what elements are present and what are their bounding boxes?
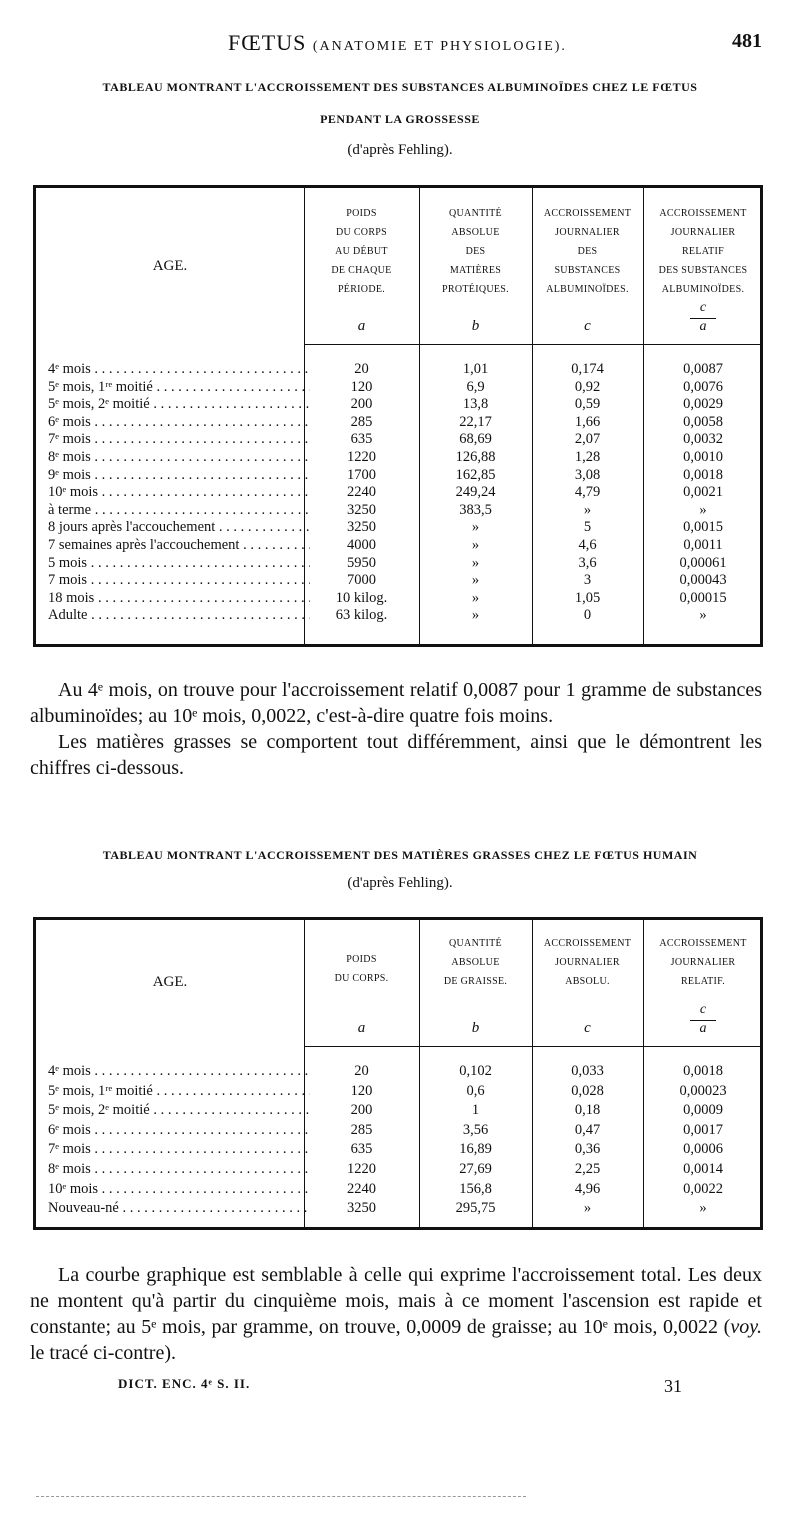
row-value-c: » [583,1200,592,1217]
table2-header-relative-growth [643,934,763,991]
row-value-d: 0,0022 [683,1180,723,1197]
page-number: 481 [732,30,762,52]
header-line: DU CORPS [335,227,388,238]
header-line: ABSOLUE [451,957,500,968]
table2-source: (d'après Fehling). [347,875,453,891]
row-value-a: 120 [350,1082,373,1099]
paragraph-2-italic: voy. [730,1316,762,1338]
row-value-d: 0,0009 [683,1102,723,1119]
row-value-a: 10 kilog. [335,589,388,606]
row-age-label: 10ᵉ mois . . . [48,484,310,501]
row-value-c: 0,028 [571,1082,604,1099]
row-value-b: 383,5 [459,501,492,518]
row-value-c: 0,59 [574,396,601,413]
row-age-label: 7ᵉ mois . . . [48,1141,310,1158]
row-value-b: 0,102 [459,1063,492,1079]
table1-header-protein [419,204,532,299]
table-row [48,484,760,501]
header-line: QUANTITÉ [449,938,502,949]
table-row [48,449,760,466]
row-value-c: 0,36 [574,1141,601,1158]
row-value-d: 0,0029 [683,396,723,413]
header-line: RELATIF [681,246,725,257]
table1 [33,185,763,647]
table-row [48,414,760,431]
row-age-label: 6ᵉ mois . . . [48,1122,310,1139]
row-value-b: 16,89 [459,1141,492,1158]
row-value-a: 1220 [347,449,376,465]
footer-sheet-number: 31 [664,1376,682,1396]
row-value-c: 5 [583,519,592,536]
table-row [48,379,760,396]
row-value-a: 20 [354,361,369,377]
table-row [48,519,760,536]
row-value-a: 285 [350,1121,373,1138]
table2-letter-b: b [471,1020,480,1036]
row-value-b: 295,75 [455,1200,496,1217]
row-value-b: 0,6 [466,1082,485,1099]
row-value-d: 0,0021 [683,484,723,501]
table1-caption-line1: TABLEAU MONTRANT L'ACCROISSEMENT DES SUBSTANCES ALBUMINOÏDES CHEZ LE FŒTUS [102,80,698,94]
table1-letter-b: b [471,318,480,334]
header-line: ALBUMINOÏDES. [546,284,629,295]
row-value-d: 0,0017 [683,1121,723,1138]
row-value-c: 1,66 [574,413,601,430]
row-age-label: 8ᵉ mois . . . [48,449,310,466]
table-row [48,537,760,554]
table2-letter-a: a [357,1020,366,1036]
fraction-denominator: a [699,319,707,334]
row-age-label: 8ᵉ mois . . . [48,1161,310,1178]
header-line: DE GRAISSE. [443,976,508,987]
table-row [48,396,760,413]
table2-fraction-c-over-a [643,1002,763,1037]
row-age-label: Nouveau-né . . . [48,1200,310,1217]
table2-header-age: AGE. [152,974,188,990]
paragraph-2-text: La courbe graphique est semblable à celle qui exprime l'accroissement total. Les deux ne montent qu'à partir du cinquième mois, mais à ce moment l'ascension est rapide et constante; au 5ᵉ mois, par gramme, on trouve, 0,0009 de graisse; au 10ᵉ mois, 0,0022 ( [30,1264,762,1338]
paragraph-1-text: Au 4ᵉ mois, on trouve pour l'accroissement relatif 0,0087 pour 1 gramme de substances albuminoïdes; au 10ᵉ mois, 0,0022, c'est-à-dire quatre fois moins. [30,679,762,727]
row-value-b: » [471,607,480,624]
table-row [48,467,760,484]
header-line: ACCROISSEMENT [543,938,632,949]
header-line: JOURNALIER [670,957,736,968]
table1-letter-a: a [357,318,366,334]
paragraph-2-end: le tracé ci-contre). [30,1342,177,1364]
bottom-rule [36,1496,526,1497]
header-line: MATIÈRES [449,265,502,276]
row-value-a: 285 [350,413,373,430]
header-line: QUANTITÉ [449,208,502,219]
row-age-label: 7 mois . . . [48,572,310,589]
row-value-a: 635 [350,431,373,448]
row-age-label: 10ᵉ mois . . . [48,1181,310,1198]
row-value-c: 0,174 [571,361,604,377]
row-value-d: » [699,607,707,624]
table-row [48,572,760,589]
row-value-a: 200 [350,396,373,413]
header-line: JOURNALIER [555,227,620,238]
table-row [48,555,760,572]
row-value-a: 5950 [347,554,376,571]
table1-header-age: AGE. [152,258,188,274]
row-value-c: 0 [583,607,592,624]
row-value-d: » [699,501,707,518]
row-age-label: 18 mois . . . [48,590,310,607]
header-line: DU CORPS. [334,973,389,984]
row-value-c: 4,6 [578,537,597,553]
row-value-d: 0,0032 [683,431,723,448]
header-line: POIDS [346,954,377,965]
row-value-b: 27,69 [459,1161,492,1177]
table1-caption-line2: PENDANT LA GROSSESSE [320,112,480,126]
page-title [228,30,567,56]
row-value-a: 200 [350,1102,373,1119]
page-footer [0,1376,800,1400]
row-value-a: 4000 [347,537,376,553]
header-line: PROTÉIQUES. [442,284,509,295]
fraction-numerator: c [699,1002,707,1017]
header-line: ALBUMINOÏDES. [661,284,745,295]
table-row [48,607,760,624]
table-row [48,590,760,607]
row-age-label: Adulte . . . [48,607,310,624]
table-row [48,1122,760,1139]
table1-source: (d'après Fehling). [347,142,453,158]
running-header [0,30,800,60]
table2-header-daily-growth [532,934,643,991]
row-value-d: 0,0058 [683,413,723,430]
row-value-a: 635 [350,1141,373,1158]
row-age-label: 4ᵉ mois . . . [48,361,310,378]
table-row [48,1181,760,1198]
fraction-denominator: a [699,1021,707,1036]
row-value-a: 2240 [347,484,376,501]
row-value-a: 20 [354,1063,369,1079]
row-value-b: » [471,572,480,589]
table-row [48,1102,760,1119]
header-line: DES [465,246,486,257]
row-value-d: 0,0011 [683,537,723,553]
table-row [48,1141,760,1158]
header-line: JOURNALIER [555,957,620,968]
table2 [33,917,763,1230]
row-value-c: » [583,501,592,518]
header-line: ABSOLUE [451,227,500,238]
table1-header-weight [304,204,419,299]
row-age-label: 5ᵉ mois, 2ᵉ moitié . . . [48,1102,310,1119]
row-value-b: 22,17 [459,413,492,430]
row-value-a: 3250 [347,519,376,536]
table2-caption: TABLEAU MONTRANT L'ACCROISSEMENT DES MATIÈRES GRASSES CHEZ LE FŒTUS HUMAIN [102,848,698,862]
paragraph-1-text: Les matières grasses se comportent tout différemment, ainsi que le démontrent les chiffres ci-dessous. [30,731,762,779]
row-value-c: 0,18 [574,1102,601,1119]
header-line: ACCROISSEMENT [543,208,632,219]
table2-header-weight [304,950,419,988]
header-line: DES SUBSTANCES [658,265,748,276]
header-line: DES [577,246,598,257]
row-value-c: 3,08 [574,466,601,483]
fraction-numerator: c [699,300,707,315]
header-line: ABSOLU. [565,976,610,987]
table1-header-daily-growth [532,204,643,299]
row-value-b: 126,88 [455,449,496,465]
row-value-c: 4,96 [574,1180,601,1197]
row-age-label: 9ᵉ mois . . . [48,467,310,484]
table-row [48,361,760,378]
row-value-c: 2,25 [574,1161,601,1177]
row-value-c: 4,79 [574,484,601,501]
row-value-a: 2240 [347,1180,376,1197]
table-row [48,502,760,519]
table-row [48,1083,760,1100]
row-value-c: 1,28 [574,449,601,465]
row-age-label: 4ᵉ mois . . . [48,1063,310,1080]
row-value-c: 3,6 [578,554,597,571]
row-value-d: 0,00061 [679,554,727,571]
paragraph-1 [30,677,762,781]
header-line: AU DÉBUT [335,246,388,257]
row-value-d: 0,0018 [683,466,723,483]
header-line: DE CHAQUE [331,265,392,276]
row-age-label: 8 jours après l'accouchement . . . [48,519,310,536]
table-row [48,1161,760,1178]
row-value-b: 249,24 [455,484,496,501]
row-value-b: » [471,589,480,606]
title-subtitle: (ANATOMIE ET PHYSIOLOGIE). [312,39,567,54]
row-value-b: 162,85 [455,466,496,483]
row-value-c: 2,07 [574,431,601,448]
row-age-label: à terme . . . [48,502,310,519]
table-row [48,1063,760,1080]
row-value-b: 3,56 [462,1121,489,1138]
row-value-d: 0,0006 [683,1141,723,1158]
row-value-d: 0,0076 [683,378,723,395]
header-line: ACCROISSEMENT [659,938,747,949]
header-line: PÉRIODE. [337,284,386,295]
row-value-b: 68,69 [459,431,492,448]
row-value-d: 0,0015 [683,519,723,536]
row-value-b: 156,8 [459,1180,492,1197]
title-main: FŒTUS [228,30,307,55]
row-value-a: 3250 [347,501,376,518]
row-age-label: 6ᵉ mois . . . [48,414,310,431]
table1-fraction-c-over-a [643,300,763,335]
row-age-label: 5ᵉ mois, 1ʳᵉ moitié . . . [48,379,310,396]
row-age-label: 7 semaines après l'accouchement . . . [48,537,310,554]
row-value-a: 63 kilog. [335,607,388,624]
row-value-d: 0,00015 [679,589,727,606]
row-value-b: 6,9 [466,378,485,395]
table2-header-fat [419,934,532,991]
row-value-d: » [699,1200,707,1217]
row-value-d: 0,0014 [683,1161,723,1177]
row-value-c: 0,033 [571,1063,604,1079]
row-value-a: 1220 [347,1161,376,1177]
row-value-d: 0,0087 [683,361,723,377]
row-value-d: 0,00023 [679,1082,727,1099]
header-line: POIDS [346,208,377,219]
row-value-d: 0,0018 [683,1063,723,1079]
table2-letter-c: c [584,1020,591,1036]
header-line: SUBSTANCES [554,265,621,276]
row-age-label: 7ᵉ mois . . . [48,431,310,448]
row-value-c: 0,92 [574,378,601,395]
row-age-label: 5 mois . . . [48,555,310,572]
table1-header-relative-growth [643,204,763,299]
row-value-d: 0,00043 [679,572,727,589]
row-value-c: 3 [583,572,592,589]
paragraph-2 [30,1262,762,1366]
row-value-a: 7000 [347,572,376,589]
row-value-c: 0,47 [574,1121,601,1138]
row-age-label: 5ᵉ mois, 1ʳᵉ moitié . . . [48,1083,310,1100]
table-row [48,431,760,448]
row-value-b: » [471,537,480,553]
header-line: RELATIF. [680,976,726,987]
row-value-a: 120 [350,378,373,395]
row-value-a: 1700 [347,466,376,483]
header-line: JOURNALIER [670,227,736,238]
row-value-c: 1,05 [574,589,601,606]
table1-letter-c: c [584,318,591,334]
table-row [48,1200,760,1217]
row-value-b: 1,01 [462,361,489,377]
row-value-b: » [471,554,480,571]
row-value-a: 3250 [347,1200,376,1217]
row-value-b: 13,8 [462,396,489,413]
row-age-label: 5ᵉ mois, 2ᵉ moitié . . . [48,396,310,413]
header-line: ACCROISSEMENT [659,208,747,219]
row-value-d: 0,0010 [683,449,723,465]
row-value-b: 1 [471,1102,480,1119]
row-value-b: » [471,519,480,536]
footer-signature: DICT. ENC. 4ᵉ S. II. [118,1376,251,1391]
